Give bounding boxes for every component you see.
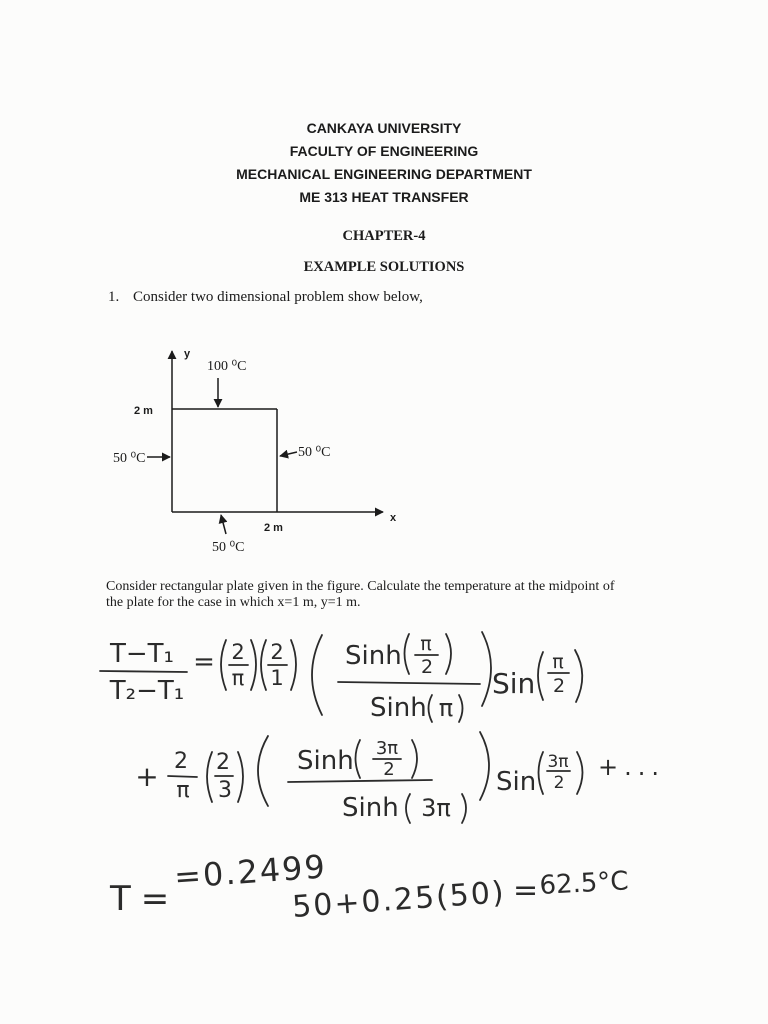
faculty-name: FACULTY OF ENGINEERING: [289, 143, 479, 159]
sine-arg-close-paren: [575, 650, 582, 702]
top-boundary-temperature: 100 ⁰C: [207, 359, 247, 374]
plate-figure: [113, 348, 397, 555]
ratio-denominator-arg: π: [438, 694, 454, 722]
coef1-denominator: π: [176, 778, 190, 803]
temperature-equals-sign: =: [513, 873, 539, 908]
sine-function: Sin: [496, 767, 537, 797]
coef2-open-paren: [207, 752, 212, 802]
lhs-denominator: T₂−T₁: [109, 676, 185, 706]
ratio-denominator-arg-open-paren: [406, 794, 410, 823]
sine-arg-numerator: π: [552, 651, 564, 673]
lhs-numerator: T−T₁: [110, 639, 174, 669]
problem-statement-line: the plate for the case in which x=1 m, y=1 m.: [106, 595, 361, 610]
chapter-title: CHAPTER-4: [342, 228, 426, 244]
ratio-denominator-function: Sinh: [342, 793, 399, 823]
y-axis-label: y: [184, 348, 191, 360]
left-boundary-temperature: 50 ⁰C: [113, 451, 146, 466]
coef2-close-paren: [291, 640, 296, 690]
right-boundary-temperature: 50 ⁰C: [298, 445, 331, 460]
ratio-denominator-arg-open-paren: [429, 695, 433, 722]
coef2-open-paren: [261, 640, 266, 690]
ratio-fraction-bar: [338, 682, 480, 684]
ratio-denominator-function: Sinh: [370, 693, 427, 723]
temperature-expression: 50+0.25(50): [291, 875, 507, 925]
coef1-open-paren: [221, 640, 226, 690]
sine-arg-close-paren: [577, 752, 583, 794]
lhs-fraction-bar: [100, 671, 187, 672]
ratio-denominator-arg: 3π: [421, 794, 451, 822]
sine-arg-numerator: 3π: [547, 752, 569, 772]
ratio-numerator-arg-open-paren: [356, 740, 361, 778]
coef2-numerator: 2: [216, 750, 230, 775]
equals-sign: =: [193, 647, 215, 677]
sine-arg-denominator: 2: [552, 675, 566, 697]
course-title: ME 313 HEAT TRANSFER: [299, 189, 469, 205]
ratio-open-paren: [312, 635, 322, 715]
temperature-label: T=: [110, 879, 180, 919]
bottom-boundary-temperature: 50 ⁰C: [212, 540, 245, 555]
ratio-numerator-function: Sinh: [345, 641, 402, 671]
plate-height-label: 2 m: [134, 405, 153, 417]
university-name: CANKAYA UNIVERSITY: [306, 120, 462, 136]
coef1-fraction-bar: [168, 776, 197, 777]
coef1-close-paren: [251, 640, 256, 690]
ratio-denominator-arg-close-paren: [462, 794, 466, 823]
coef2-denominator: 3: [218, 778, 232, 803]
coef2-denominator: 1: [270, 666, 284, 690]
solution-results: [109, 847, 629, 925]
ratio-numerator-arg-denominator: 2: [383, 759, 395, 780]
ratio-numerator-arg-numerator: π: [420, 633, 432, 655]
coef2-numerator: 2: [270, 640, 284, 664]
ratio-fraction-bar: [288, 780, 432, 782]
ratio-numerator-arg-open-paren: [405, 634, 410, 674]
coef1-denominator: π: [231, 666, 245, 690]
ratio-close-paren: [482, 632, 491, 706]
x-axis-label: x: [390, 512, 397, 524]
problem-number: 1.: [108, 289, 120, 305]
sine-arg-open-paren: [538, 652, 543, 700]
ratio-denominator-arg-close-paren: [459, 695, 463, 722]
coef2-close-paren: [238, 752, 243, 802]
series-continuation: +...: [598, 753, 665, 781]
bottom-boundary-arrow: [221, 515, 226, 534]
document-subtitle: EXAMPLE SOLUTIONS: [303, 259, 465, 275]
plate-width-label: 2 m: [264, 522, 283, 534]
coef1-numerator: 2: [174, 749, 188, 774]
temperature-result: 62.5°C: [538, 866, 630, 901]
plus-sign: +: [135, 760, 159, 793]
solution-line-1: [100, 632, 582, 723]
coef1-numerator: 2: [231, 640, 245, 664]
ratio-numerator-arg-denominator: 2: [420, 656, 434, 678]
solution-line-2: [135, 732, 665, 823]
sine-arg-denominator: 2: [553, 773, 565, 793]
ratio-numerator-arg-close-paren: [446, 634, 451, 674]
problem-intro: Consider two dimensional problem show below,: [133, 289, 423, 305]
ratio-numerator-function: Sinh: [297, 746, 354, 776]
ratio-numerator-arg-numerator: 3π: [375, 738, 399, 759]
problem-statement-line: Consider rectangular plate given in the figure. Calculate the temperature at the midpoint of: [106, 579, 615, 594]
ratio-numerator-arg-close-paren: [412, 740, 417, 778]
department-name: MECHANICAL ENGINEERING DEPARTMENT: [236, 166, 532, 182]
ratio-result: =0.2499: [172, 847, 328, 896]
ratio-close-paren: [480, 732, 489, 800]
sine-arg-open-paren: [539, 752, 544, 794]
ratio-open-paren: [258, 736, 268, 806]
sine-function: Sin: [492, 667, 536, 700]
right-boundary-arrow: [280, 452, 297, 456]
